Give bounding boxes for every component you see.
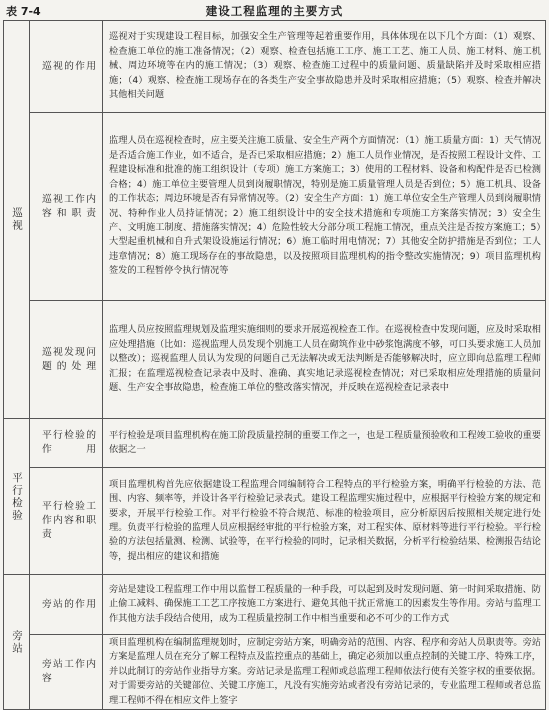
row-content: 监理人员应按照监理规划及监理实施细则的要求开展巡视检查工作。在巡视检查中发现问题，应及时采取相应处理措施（比如：巡视监理人员发现个别施工人员在砌筑作业中砂浆饱满度不够，可口头要求施工人员加以整改）；巡视监理人员认为发现的问题自己无法解决或无法判断是否能够解决时，应立即向总监理工程师汇报；在监理巡视检查记录表中及时、准确、真实地记录巡视检查情况；对已采取相应处理措施的质量问题、生产安全事故隐患，检查施工单位的整改落实情况，并反映在巡视检查记录表中 — [103, 301, 546, 419]
row-content: 项目监理机构首先应依据建设工程监理合同编制符合工程特点的平行检验方案，明确平行检验的方法、范围、内容、频率等，并设计各平行检验记录表式。建设工程监理实施过程中，应根据平行检验方案的规定和要求，开展平行检验工作。对平行检验不符合规范、标准的检验项目，应分析原因后按照相关规定进行处理。负责平行检验的监理人员应根据经审批的平行检验方案，对工程实体、原材料等进行平行检验。平行检验的方法包括量测、检测、试验等，在平行检验的同时，记录相关数据，分析平行检验结果、检测报告结论等，提出相应的建议和措施 — [103, 468, 546, 575]
category-label: 巡视 — [11, 207, 23, 232]
row-label: 巡视发现问题的处理 — [30, 301, 103, 419]
category-cell-patrol — [4, 21, 30, 419]
row-label: 巡视的作用 — [30, 21, 103, 113]
row-content: 监理人员在巡视检查时，应主要关注施工质量、安全生产两个方面情况：（1）施工质量方面：1）天气情况是否适合施工作业，如不适合，是否已采取相应措施；2）施工人员作业情况，是否按照工程设计文件、工程建设标准和批准的施工组织设计（专项）施工方案施工；3）使用的工程材料、设备和构配件是否已检测合格；4）施工单位主要管理人员到岗履职情况，特别是施工质量管理人员是否到位；5）施工机具、设备的工作状态；周边环境是否有异常情况等。（2）安全生产方面：1）施工单位安全生产管理人员到岗履职情况、特种作业人员持证情况；2）施工组织设计中的安全技术措施和专项施工方案落实情况；3）安全生产、文明施工制度、措施落实情况；4）危险性较大分部分项工程施工情况，重点关注是否按方案施工；5）大型起重机械和自升式架设设施运行情况；6）施工临时用电情况；7）其他安全防护措施是否到位；工人违章情况；8）施工现场存在的事故隐患，以及按照项目监理机构的指令整改实施情况；9）项目监理机构签发的工程暂停令执行情况等 — [103, 113, 546, 301]
row-label: 巡视工作内容和职责 — [30, 113, 103, 301]
row-label: 旁站工作内容 — [30, 635, 103, 710]
row-label: 旁站的作用 — [30, 575, 103, 635]
table-row — [4, 419, 546, 468]
table-row — [4, 301, 546, 419]
table-row — [4, 21, 546, 113]
supervision-methods-table — [3, 20, 546, 710]
category-cell-parallel-inspection — [4, 419, 30, 575]
category-cell-side-station — [4, 575, 30, 710]
row-label: 平行检验的作用 — [30, 419, 103, 468]
row-label: 平行检验工作内容和职责 — [30, 468, 103, 575]
table-number: 表 7-4 — [6, 5, 41, 18]
table-row — [4, 635, 546, 710]
category-label: 平行检验 — [11, 471, 23, 522]
row-content: 项目监理机构在编制监理规划时，应制定旁站方案，明确旁站的范围、内容、程序和旁站人员职责等。旁站方案是监理人员在充分了解工程特点及监控重点的基础上，确定必须加以重点控制的关键工序、特殊工序，并以此制订的旁站作业指导方案。旁站记录是监理工程师或总监理工程师依法行使有关签字权的重要依据。对于需要旁站的关键部位、关键工序施工，凡没有实施旁站或者没有旁站记录的，专业监理工程师或者总监理工程师不得在相应文件上签字 — [103, 635, 546, 710]
table-row — [4, 575, 546, 635]
row-content: 平行检验是项目监理机构在施工阶段质量控制的重要工作之一，也是工程质量预验收和工程竣工验收的重要依据之一 — [103, 419, 546, 468]
category-label: 旁站 — [11, 629, 23, 655]
table-header — [0, 0, 549, 22]
row-content: 旁站是建设工程监理工作中用以监督工程质量的一种手段，可以起到及时发现问题、第一时间采取措施、防止偷工减料、确保施工工艺工序按施工方案进行、避免其他干扰正常施工的因素发生等作用。旁站与监理工作其他方法手段结合使用，成为工程质量控制工作中相当重要和必不可少的工作方式 — [103, 575, 546, 635]
row-content: 巡视对于实现建设工程目标，加强安全生产管理等起着重要作用，具体体现在以下几个方面：（1）观察、检查施工单位的施工准备情况；（2）观察、检查包括施工工序、施工工艺、施工人员、施工材料、施工机械、周边环境等在内的施工情况；（3）观察、检查施工过程中的质量问题、质量缺陷并及时采取相应措施；（4）观察、检查施工现场存在的各类生产安全事故隐患并及时采取相应措施；（5）观察、检查并解决其他相关问题 — [103, 21, 546, 113]
table-title: 建设工程监理的主要方式 — [205, 4, 344, 18]
table-row — [4, 468, 546, 575]
table-row — [4, 113, 546, 301]
